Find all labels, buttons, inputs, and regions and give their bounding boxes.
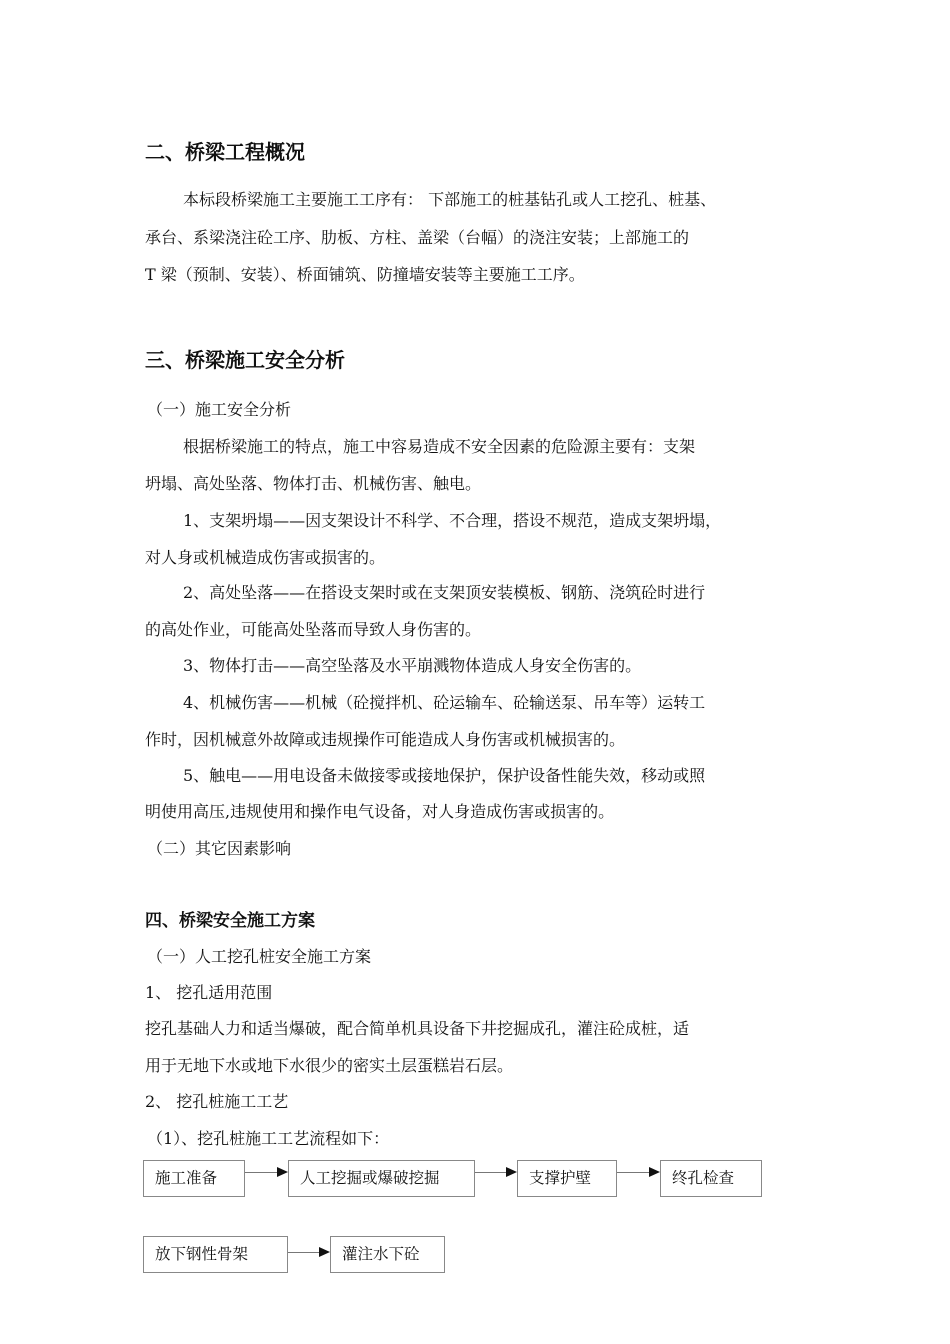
flow-arrow bbox=[245, 1172, 288, 1174]
flow-step-place-cage: 放下钢性骨架 bbox=[143, 1236, 288, 1273]
list-item-collapse: 1、支架坍塌——因支架设计不科学、不合理，搭设不规范，造成支架坍塌， bbox=[183, 511, 722, 530]
flow-step-final-inspection: 终孔检查 bbox=[660, 1160, 762, 1197]
flow-step-support-wall: 支撑护壁 bbox=[517, 1160, 617, 1197]
section-heading-safety-analysis: 三、桥梁施工安全分析 bbox=[145, 348, 345, 372]
flow-arrow bbox=[288, 1252, 330, 1254]
list-item-object-strike: 3、物体打击——高空坠落及水平崩溅物体造成人身安全伤害的。 bbox=[183, 656, 642, 675]
paragraph-line: 挖孔基础人力和适当爆破，配合简单机具设备下井挖掘成孔，灌注砼成桩，适 bbox=[145, 1019, 690, 1038]
list-item-machinery: 4、机械伤害——机械（砼搅拌机、砼运输车、砼输送泵、吊车等）运转工 bbox=[183, 693, 706, 712]
numbered-item: 2、 挖孔桩施工工艺 bbox=[145, 1092, 289, 1111]
flow-step-excavate: 人工挖掘或爆破挖掘 bbox=[288, 1160, 475, 1197]
paragraph-line: 的高处作业，可能高处坠落而导致人身伤害的。 bbox=[145, 620, 482, 639]
paragraph-line: 坍塌、高处坠落、物体打击、机械伤害、触电。 bbox=[145, 474, 482, 493]
flow-title: （1）、挖孔桩施工工艺流程如下： bbox=[147, 1129, 390, 1148]
flow-arrow bbox=[617, 1172, 660, 1174]
paragraph-line: 本标段桥梁施工主要施工工序有： 下部施工的桩基钻孔或人工挖孔、桩基、 bbox=[183, 190, 717, 209]
subsection-heading: （一）人工挖孔桩安全施工方案 bbox=[147, 947, 372, 966]
section-heading-safety-plan: 四、桥梁安全施工方案 bbox=[145, 911, 315, 931]
paragraph-line: 对人身或机械造成伤害或损害的。 bbox=[145, 548, 386, 567]
paragraph-line: 用于无地下水或地下水很少的密实土层蛋糕岩石层。 bbox=[145, 1056, 514, 1075]
paragraph-line: 明使用高压,违规使用和操作电气设备，对人身造成伤害或损害的。 bbox=[145, 802, 615, 821]
paragraph-line: T 梁（预制、安装）、桥面铺筑、防撞墙安装等主要施工工序。 bbox=[145, 265, 585, 284]
paragraph-line: 根据桥梁施工的特点，施工中容易造成不安全因素的危险源主要有：支架 bbox=[183, 437, 696, 456]
flow-step-prepare: 施工准备 bbox=[143, 1160, 245, 1197]
numbered-item: 1、 挖孔适用范围 bbox=[145, 983, 273, 1002]
subsection-heading: （一）施工安全分析 bbox=[147, 400, 292, 419]
list-item-fall: 2、高处坠落——在搭设支架时或在支架顶安装模板、钢筋、浇筑砼时进行 bbox=[183, 583, 706, 602]
paragraph-line: 作时，因机械意外故障或违规操作可能造成人身伤害或机械损害的。 bbox=[145, 730, 626, 749]
section-heading-overview: 二、桥梁工程概况 bbox=[145, 140, 305, 164]
paragraph-line: 承台、系梁浇注砼工序、肋板、方柱、盖梁（台幅）的浇注安装；上部施工的 bbox=[145, 228, 690, 247]
list-item-electric: 5、触电——用电设备未做接零或接地保护，保护设备性能失效，移动或照 bbox=[183, 766, 706, 785]
flow-step-pour-concrete: 灌注水下砼 bbox=[330, 1236, 445, 1273]
subsection-heading: （二）其它因素影响 bbox=[147, 839, 292, 858]
flow-arrow bbox=[475, 1172, 517, 1174]
